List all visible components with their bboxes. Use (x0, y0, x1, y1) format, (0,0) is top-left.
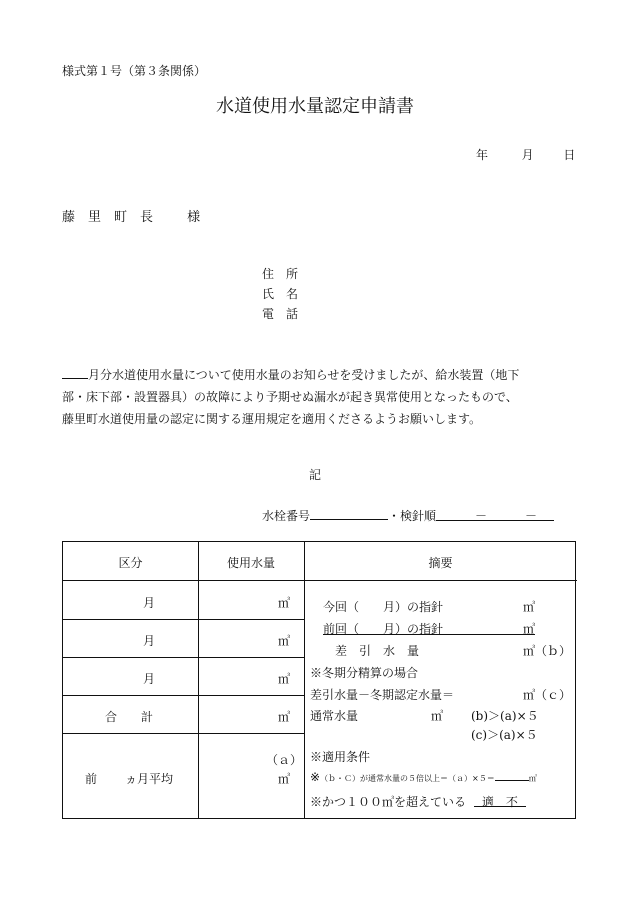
average-mark-a: （ａ） (266, 753, 303, 767)
row-total-unit: ㎥ (278, 710, 291, 724)
reading-order-field[interactable] (436, 507, 554, 521)
summary-previous-reading-row (323, 620, 535, 635)
summary-apply-note: （ｂ・Ｃ）が通常水量の５倍以上＝（ａ）×５＝ (320, 774, 495, 783)
row-2-month-label: 月 (143, 634, 156, 648)
summary-apply-blank[interactable] (495, 771, 529, 781)
reading-order-dash-1: － (475, 509, 488, 523)
header-usage: 使用水量 (226, 556, 275, 570)
document-title: 水道使用水量認定申請書 (216, 96, 414, 117)
summary-apply-last-row (310, 793, 526, 810)
reading-order-label: ・検針順 (388, 509, 437, 523)
average-label-suffix: ヵ月平均 (125, 772, 174, 786)
summary-winter-title: ※冬期分精算の場合 (310, 666, 419, 680)
summary-winter-unit: ㎥ (523, 688, 536, 702)
summary-current-reading: 今回（ 月）の指針 (323, 600, 444, 614)
reading-order-dash-2: － (525, 509, 538, 523)
body-line-1: 月分水道使用水量について使用水量のお知らせを受けましたが、給水装置（地下 (88, 368, 520, 382)
date-day-label: 日 (563, 148, 576, 162)
addressee (62, 206, 200, 225)
summary-previous-unit: ㎥ (523, 622, 536, 636)
month-blank[interactable] (62, 366, 88, 379)
summary-previous-reading: 前回（ 月）の指針 (323, 622, 444, 636)
summary-apply-choice[interactable]: 適 不 (474, 793, 526, 807)
meter-line (262, 506, 554, 524)
summary-condition-c: (c)＞(a)×５ (471, 728, 538, 742)
date-month-label: 月 (521, 148, 534, 162)
summary-normal-usage: 通常水量 (310, 709, 359, 723)
applicant-name-label: 氏 名 (262, 287, 299, 301)
summary-current-unit: ㎥ (523, 600, 536, 614)
row-total-label: 合 計 (105, 710, 154, 724)
average-unit: ㎥ (278, 772, 291, 786)
summary-apply-title: ※適用条件 (310, 750, 371, 764)
header-category: 区分 (118, 556, 143, 570)
date-line (476, 146, 575, 163)
header-summary: 摘要 (428, 556, 453, 570)
body-line-3: 藤里町水道使用量の認定に関する運用規定を適用くださるようお願いします。 (62, 412, 482, 426)
row-3-month-label: 月 (143, 672, 156, 686)
summary-winter-formula: 差引水量－冬期認定水量＝ (310, 688, 455, 702)
summary-difference-unit: ㎥ (523, 644, 536, 658)
summary-normal-unit: ㎥ (431, 709, 444, 723)
meter-number-label: 水栓番号 (262, 509, 311, 523)
form-number: 様式第１号（第３条関係） (62, 64, 207, 78)
row-2-unit: ㎥ (278, 634, 291, 648)
request-body (62, 364, 582, 430)
summary-apply-last: ※かつ１００㎥を超えている (310, 795, 467, 809)
summary-apply-unit: ㎥ (528, 774, 537, 783)
summary-mark-c: （ｃ） (535, 688, 572, 702)
body-line-2: 部・床下部・設置器具）の故障により予期せぬ漏水が起き異常使用となったもので、 (62, 390, 518, 404)
date-year-label: 年 (476, 148, 489, 162)
addressee-name: 藤 里 町 長 (62, 210, 154, 225)
meter-number-field[interactable] (310, 506, 388, 520)
summary-apply-note-row (310, 770, 537, 784)
summary-apply-mark: ※ (310, 770, 321, 784)
summary-mark-b: （ｂ） (535, 644, 572, 658)
applicant-phone-label: 電 話 (262, 307, 299, 321)
row-1-unit: ㎥ (278, 596, 291, 610)
row-3-unit: ㎥ (278, 672, 291, 686)
average-label-prefix: 前 (85, 772, 98, 786)
summary-condition-b: (b)＞(a)×５ (471, 709, 539, 723)
summary-difference: 差 引 水 量 (335, 644, 420, 658)
ki-heading: 記 (308, 468, 321, 482)
usage-table (62, 541, 576, 819)
addressee-honorific: 様 (187, 210, 201, 225)
row-1-month-label: 月 (143, 596, 156, 610)
applicant-address-label: 住 所 (262, 267, 299, 281)
